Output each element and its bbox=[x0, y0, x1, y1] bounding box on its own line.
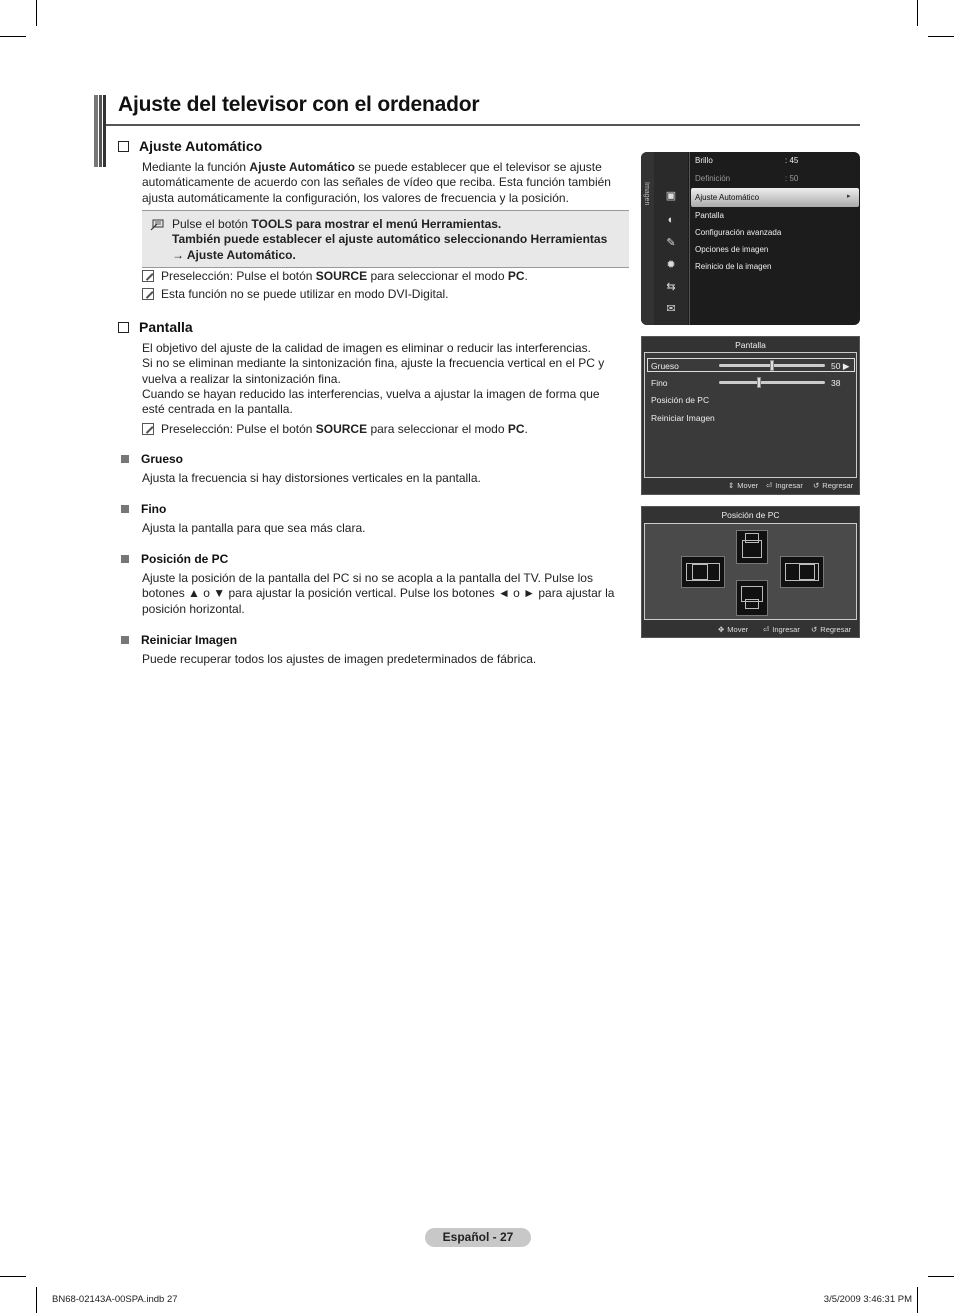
tools-icon bbox=[150, 219, 164, 231]
note-icon bbox=[142, 270, 154, 282]
item-heading-fino: Fino bbox=[121, 502, 166, 516]
tv-menu-posicion-pc bbox=[641, 506, 860, 638]
fino-value: 38 bbox=[831, 378, 841, 388]
checkbox-bullet-icon bbox=[118, 322, 129, 333]
sound-icon[interactable]: ◐ bbox=[667, 214, 675, 226]
square-bullet-icon bbox=[121, 455, 129, 463]
crop-mark bbox=[36, 0, 37, 26]
menu-icon-column bbox=[654, 152, 688, 325]
move-arrows-icon: ⇕ bbox=[728, 481, 735, 490]
crop-mark bbox=[0, 36, 26, 37]
footer-return: ↺ Regresar bbox=[813, 481, 854, 490]
section2-paragraph: El objetivo del ajuste de la calidad de imagen es eliminar o reducir las interferencias. Si no se eliminan mediante la sintonización fina, ajuste la frecuencia vertical en el PC y vuelva a realizar la sintonización fina. Cuando se hayan reducido las interferencias, vuelva a ajustar la imagen de forma que esté centrada en la pantalla. bbox=[142, 341, 605, 417]
section-heading-ajuste-automatico: Ajuste Automático bbox=[118, 138, 262, 154]
crop-mark bbox=[0, 1276, 26, 1277]
enter-icon: ⏎ bbox=[763, 625, 770, 634]
footer-move: ⇕ Mover bbox=[728, 481, 759, 490]
menu-item-definicion[interactable]: Definición bbox=[695, 174, 731, 183]
section1-paragraph: Mediante la función Ajuste Automático se puede establecer que el televisor se ajuste automáticamente de acuerdo con las señales de vídeo que reciba. Esta función también ajusta automáticamente la configuración, los valores de frecuencia y la posición. bbox=[142, 160, 611, 205]
panel-item-fino[interactable]: Fino bbox=[651, 378, 668, 388]
grueso-value: 50 ▶ bbox=[831, 361, 850, 371]
panel-item-grueso[interactable]: Grueso bbox=[651, 361, 679, 371]
tv-menu-imagen bbox=[641, 152, 860, 325]
footer-file-info: BN68-02143A-00SPA.indb 27 bbox=[52, 1294, 178, 1305]
application-icon[interactable]: ✉ bbox=[666, 303, 676, 315]
panel-item-reiniciar-imagen[interactable]: Reiniciar Imagen bbox=[651, 413, 715, 423]
item-desc-reiniciar: Puede recuperar todos los ajustes de imagen predeterminados de fábrica. bbox=[142, 652, 537, 666]
menu-item-pantalla[interactable]: Pantalla bbox=[695, 211, 724, 220]
section-heading-pantalla: Pantalla bbox=[118, 319, 193, 335]
channel-icon[interactable]: ✎ bbox=[666, 237, 676, 249]
position-left-box[interactable] bbox=[681, 556, 725, 588]
panel-title: Pantalla bbox=[735, 340, 766, 350]
chevron-right-icon: ▸ bbox=[847, 193, 851, 200]
square-bullet-icon bbox=[121, 636, 129, 644]
menu-value-definicion: : 50 bbox=[785, 174, 799, 183]
enter-icon: ⏎ bbox=[766, 481, 773, 490]
crop-mark bbox=[36, 1287, 37, 1313]
crop-mark bbox=[928, 36, 954, 37]
note-icon bbox=[142, 288, 154, 300]
item-heading-grueso: Grueso bbox=[121, 452, 183, 466]
note-preseleccion-2: Preselección: Pulse el botón SOURCE para seleccionar el modo PC. bbox=[142, 422, 528, 436]
menu-value-brillo: : 45 bbox=[785, 156, 799, 165]
fino-slider[interactable] bbox=[719, 381, 825, 384]
item-desc-grueso: Ajusta la frecuencia si hay distorsiones verticales en la pantalla. bbox=[142, 471, 481, 485]
slider-knob[interactable] bbox=[770, 360, 774, 371]
footer-move: ✥ Mover bbox=[718, 625, 749, 634]
position-down-box[interactable] bbox=[736, 580, 768, 616]
item-heading-posicion-pc: Posición de PC bbox=[121, 552, 228, 566]
menu-item-ajuste-automatico[interactable]: Ajuste Automático bbox=[695, 193, 760, 202]
square-bullet-icon bbox=[121, 555, 129, 563]
menu-item-brillo[interactable]: Brillo bbox=[695, 156, 713, 165]
slider-knob[interactable] bbox=[757, 377, 761, 388]
panel-title: Posición de PC bbox=[721, 510, 780, 520]
position-up-box[interactable] bbox=[736, 530, 768, 564]
tv-menu-pantalla bbox=[641, 336, 860, 495]
note-icon bbox=[142, 423, 154, 435]
menu-item-opciones-imagen[interactable]: Opciones de imagen bbox=[695, 245, 769, 254]
footer-return: ↺ Regresar bbox=[811, 625, 852, 634]
panel-item-posicion-pc[interactable]: Posición de PC bbox=[651, 395, 710, 405]
grueso-slider[interactable] bbox=[719, 364, 825, 367]
picture-icon[interactable]: ▣ bbox=[665, 190, 677, 202]
crop-mark bbox=[928, 1276, 954, 1277]
square-bullet-icon bbox=[121, 505, 129, 513]
checkbox-bullet-icon bbox=[118, 141, 129, 152]
note-dvi: Esta función no se puede utilizar en modo DVI-Digital. bbox=[142, 287, 449, 301]
footer-enter: ⏎ Ingresar bbox=[763, 625, 800, 634]
item-desc-fino: Ajusta la pantalla para que sea más clara. bbox=[142, 521, 366, 535]
return-icon: ↺ bbox=[813, 481, 820, 490]
title-rule bbox=[106, 124, 860, 126]
crop-mark bbox=[917, 0, 918, 26]
menu-list bbox=[689, 152, 860, 325]
tools-note-box: Pulse el botón TOOLS para mostrar el menú Herramientas. También puede establecer el ajuste automático seleccionando Herramientas → Ajuste Automático. bbox=[142, 210, 629, 268]
panel-body bbox=[644, 352, 857, 478]
menu-side-label: Imagen bbox=[643, 182, 650, 206]
setup-gear-icon[interactable]: ✹ bbox=[666, 259, 676, 271]
panel-body bbox=[644, 523, 857, 620]
menu-item-config-avanzada[interactable]: Configuración avanzada bbox=[695, 228, 782, 237]
title-decoration bbox=[94, 95, 106, 167]
footer-timestamp: 3/5/2009 3:46:31 PM bbox=[823, 1294, 912, 1305]
menu-side-strip bbox=[641, 152, 654, 325]
move-arrows-icon: ✥ bbox=[718, 625, 725, 634]
crop-mark bbox=[917, 1287, 918, 1313]
footer-enter: ⏎ Ingresar bbox=[766, 481, 803, 490]
position-right-box[interactable] bbox=[780, 556, 824, 588]
page-number: Español - 27 bbox=[425, 1228, 531, 1247]
page-title: Ajuste del televisor con el ordenador bbox=[118, 93, 480, 116]
input-icon[interactable]: ⇆ bbox=[666, 281, 676, 293]
return-icon: ↺ bbox=[811, 625, 818, 634]
item-heading-reiniciar: Reiniciar Imagen bbox=[121, 633, 237, 647]
menu-item-reinicio-imagen[interactable]: Reinicio de la imagen bbox=[695, 262, 772, 271]
note-preseleccion: Preselección: Pulse el botón SOURCE para seleccionar el modo PC. bbox=[142, 269, 528, 283]
item-desc-posicion-pc: Ajuste la posición de la pantalla del PC si no se acopla a la pantalla del TV. Pulse los botones ▲ o ▼ para ajustar la posición vertical. Pulse los botones ◄ o ► para ajustar la posición horizontal. bbox=[142, 571, 615, 616]
